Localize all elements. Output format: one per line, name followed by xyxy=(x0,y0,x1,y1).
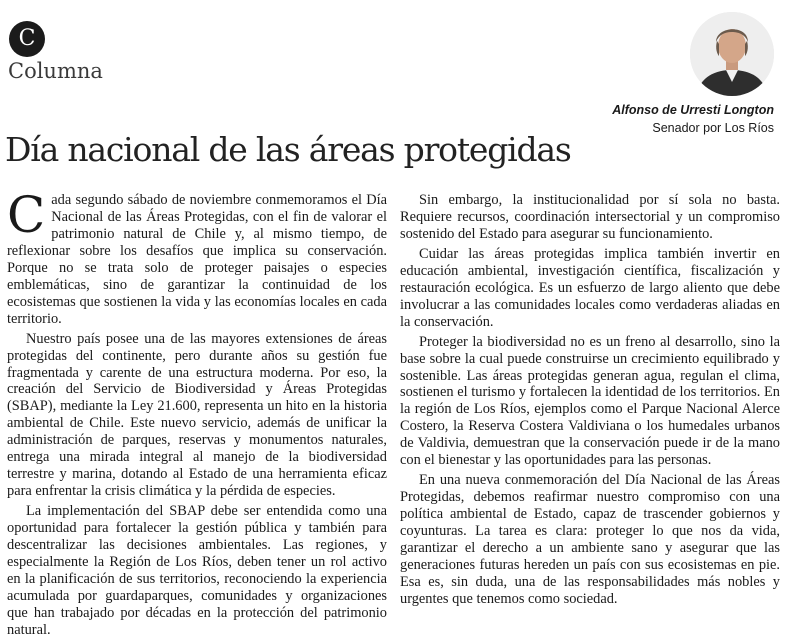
author-portrait-image xyxy=(690,12,774,96)
paragraph-text: ada segundo sábado de noviembre conmemoramos el Día Nacional de las Áreas Protegidas, con el fin de valorar el patrimonio natural de Chile y, al mismo tiempo, de reflexionar sobre los desafíos que implica su conservación. Porque no se trata solo de proteger paisajes o especies emblemáticas, sino de garantizar la continuidad de los ecosistemas que sostienen la vida y las economías locales en cada territorio. xyxy=(7,192,387,327)
article-paragraph: Proteger la biodiversidad no es un freno al desarrollo, sino la base sobre la cual puede construirse un crecimiento equilibrado y sostenible. Las áreas protegidas generan agua, regulan el clima, sostienen el turismo y fortalecen la identidad de los territorios. En la región de Los Ríos, ejemplos como el Parque Nacional Alerce Costero, la Reserva Costera Valdiviana o los humedales urbanos de Valdivia, demuestran que la conservación puede ir de la mano con el bienestar y las oportunidades para las personas. xyxy=(400,333,780,469)
author-photo xyxy=(690,12,774,96)
article-paragraph xyxy=(7,186,387,328)
article-headline: Día nacional de las áreas protegidas xyxy=(5,130,571,169)
drop-cap: C xyxy=(7,186,46,244)
article-column-left xyxy=(7,186,387,640)
article-paragraph: Nuestro país posee una de las mayores extensiones de áreas protegidas del continente, pero durante años su gestión fue fragmentada y carente de una estructura moderna. Por eso, la creación del Servicio de Biodiversidad y Áreas Protegidas (SBAP), mediante la Ley 21.600, representa un hito en la historia ambiental de Chile. Este nuevo servicio, además de unificar la administración de parques, reservas y monumentos naturales, entrega una mirada integral al manejo de la biodiversidad terrestre y marina, dotando al Estado de una herramienta eficaz para enfrentar la crisis climática y la pérdida de especies. xyxy=(7,330,387,500)
author-role: Senador por Los Ríos xyxy=(652,121,774,135)
article-paragraph: La implementación del SBAP debe ser entendida como una oportunidad para fortalecer la gestión pública y también para descentralizar las decisiones ambientales. Las regiones, y especialmente la Región de Los Ríos, deben tener un rol activo en la planificación de sus territorios, reconociendo la experiencia acumulada por guardaparques, comunidades y organizaciones que han trabajado por décadas en la protección del patrimonio natural. xyxy=(7,503,387,638)
author-name: Alfonso de Urresti Longton xyxy=(612,103,774,117)
article-paragraph: Sin embargo, la institucionalidad por sí sola no basta. Requiere recursos, coordinación intersectorial y un compromiso sostenido del Estado para asegurar su funcionamiento. xyxy=(400,192,780,242)
article-column-right xyxy=(400,192,780,611)
article-paragraph: Cuidar las áreas protegidas implica también invertir en educación ambiental, investigación científica, fiscalización y restauración ecológica. Es un esfuerzo de largo aliento que debe involucrar a las comunidades locales como verdaderas aliadas en la conservación. xyxy=(400,245,780,330)
article-paragraph: En una nueva conmemoración del Día Nacional de las Áreas Protegidas, debemos reafirmar nuestro compromiso con una política ambiental de Estado, capaz de trascender gobiernos y coyunturas. La tarea es clara: proteger lo que nos da vida, garantizar el derecho a un ambiente sano y asegurar que las generaciones futuras hereden un país con sus ecosistemas en pie. Esa es, sin duda, una de las responsabilidades más nobles y urgentes que tenemos como sociedad. xyxy=(400,472,780,607)
section-label: Columna xyxy=(8,59,103,83)
section-badge: C xyxy=(9,21,45,57)
